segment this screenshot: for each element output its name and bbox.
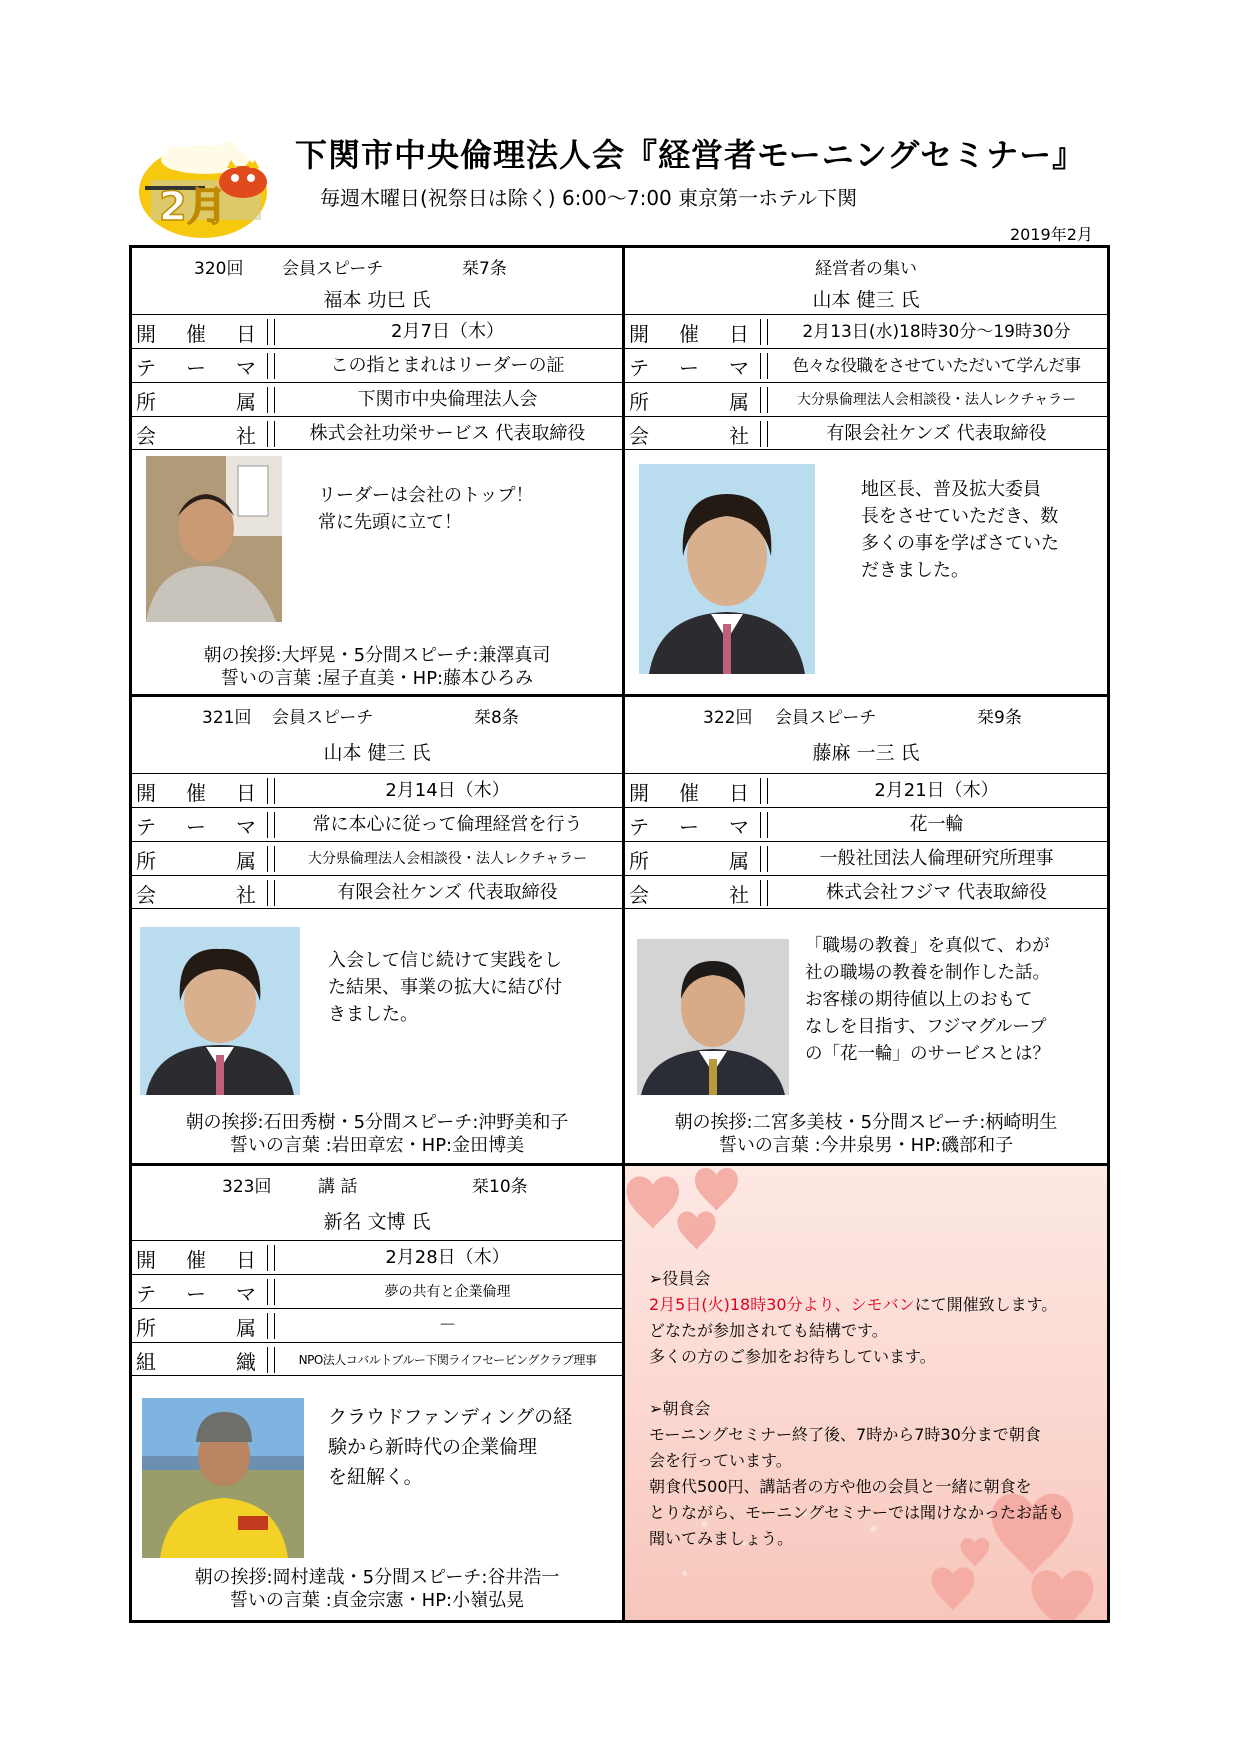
pledge-line: 誓いの言葉 :貞金宗憲・HP:小嶺弘晃 [229,1590,525,1611]
label-affiliation: 所 属 [629,848,749,873]
session-article: 栞7条 [462,259,507,279]
label-organization: 組 織 [136,1349,256,1374]
row-affiliation [132,382,622,416]
breakfast-heading: ➢朝食会 [649,1399,711,1418]
logo-month-text: 2月 [159,184,227,230]
board-heading: ➢役員会 [649,1269,711,1288]
value-date: 2月21日（木） [874,780,999,801]
session-322 [622,694,1107,1163]
value-organization: NPO法人コバルトブルー下関ライフセービングクラブ理事 [298,1353,597,1367]
label-theme: テ ー マ [136,355,256,380]
label-affiliation: 所 属 [629,389,749,414]
greeting-line: 朝の挨拶:石田秀樹・5分間スピーチ:沖野美和子 [185,1112,569,1133]
value-company: 有限会社ケンズ 代表取締役 [337,882,558,903]
schedule-grid [129,245,1110,1623]
board-date-highlight: 2月5日(火)18時30分より、シモバン [649,1295,915,1314]
session-320 [132,248,622,694]
role-assignments [132,1566,622,1612]
session-number: 322回 [703,708,753,728]
label-company: 会 社 [629,423,749,448]
session-number: 321回 [202,708,252,728]
row-company [625,875,1107,909]
session-header [132,1166,622,1198]
speaker-message: リーダーは会社のトップ！ 常に先頭に立て！ [318,485,534,533]
session-header [625,697,1107,729]
value-date: 2月7日（木） [391,321,504,342]
value-affiliation: 大分県倫理法人会相談役・法人レクチャラー [307,851,588,867]
speaker-name: 山本 健三 氏 [323,742,431,764]
info-table [132,314,622,450]
label-date: 開 催 日 [136,1247,256,1272]
row-organization [132,1342,622,1376]
session-article: 栞8条 [474,708,519,728]
value-affiliation: 一般社団法人倫理研究所理事 [819,848,1054,869]
value-theme: 夢の共有と企業倫理 [384,1284,511,1300]
label-affiliation: 所 属 [136,1315,256,1340]
label-date: 開 催 日 [629,321,749,346]
value-company: 有限会社ケンズ 代表取締役 [826,423,1047,444]
row-theme [132,1274,622,1308]
label-theme: テ ー マ [629,355,749,380]
session-number: 320回 [194,259,244,279]
session-321 [132,694,622,1163]
session-323 [132,1163,622,1620]
speaker-message: 入会して信じ続けて実践をし た結果、事業の拡大に結び付 きました。 [328,950,562,1025]
row-theme [132,807,622,841]
speaker-photo [146,456,282,622]
greeting-line: 朝の挨拶:大坪晃・5分間スピーチ:兼澤真司 [203,645,551,666]
label-date: 開 催 日 [136,321,256,346]
label-date: 開 催 日 [629,780,749,805]
speaker-message: 「職場の教養」を真似て、わが 社の職場の教養を制作した話。 お客様の期待値以上のおもて なしを目指す、フジマグループ の「花一輪」のサービスとは？ [805,936,1050,1064]
value-company: 株式会社功栄サービス 代表取締役 [309,423,586,444]
issue-date: 2019年2月 [1010,225,1093,244]
speaker-name: 新名 文博 氏 [323,1211,431,1233]
value-theme: 常に本心に従って倫理経営を行う [312,814,583,835]
session-type: 講 話 [318,1177,358,1197]
session-type: 会員スピーチ [272,708,374,728]
info-table [625,314,1107,450]
session-header [132,248,622,280]
notice-text: ➢役員会 2月5日(火)18時30分より、シモバンにて開催致します。 どなたが参加されても結構です。 多くの方のご参加をお待ちしています。 ➢朝食会 モーニングセミナー終了後、7時から7時30分まで朝食 会を行っています。 朝食代500円、講話者の方や他の会員と一緒に朝食を とりながら、モーニングセミナーでは聞けなかったお話も 聞いてみましょう。 [649,1266,1099,1552]
label-company: 会 社 [136,882,256,907]
label-theme: テ ー マ [629,814,749,839]
label-company: 会 社 [136,423,256,448]
session-header [625,248,1107,280]
row-theme [625,348,1107,382]
value-affiliation: － [438,1315,457,1336]
row-company [625,416,1107,450]
greeting-line: 朝の挨拶:二宮多美枝・5分間スピーチ:柄崎明生 [674,1112,1058,1133]
label-date: 開 催 日 [136,780,256,805]
speaker-photo [637,939,789,1095]
row-affiliation [625,382,1107,416]
label-affiliation: 所 属 [136,848,256,873]
session-type: 会員スピーチ [282,259,384,279]
row-company [132,875,622,909]
session-number: 323回 [222,1177,272,1197]
info-table [132,773,622,909]
session-article: 栞9条 [977,708,1022,728]
role-assignments [132,644,622,690]
session-article: 栞10条 [472,1177,528,1197]
session-heading: 経営者の集い [815,259,917,279]
page-title: 下関市中央倫理法人会『経営者モーニングセミナー』 [295,136,1086,174]
value-theme: この指とまれはリーダーの証 [330,355,565,376]
role-assignments [625,1111,1107,1157]
row-date [625,314,1107,348]
value-theme: 花一輪 [909,814,964,835]
value-date: 2月28日（木） [385,1247,510,1268]
row-theme [625,807,1107,841]
row-date [132,314,622,348]
board-date-rest: にて開催致します。 [914,1295,1058,1314]
label-affiliation: 所 属 [136,389,256,414]
pledge-line: 誓いの言葉 :今井泉男・HP:磯部和子 [718,1135,1014,1156]
value-company: 株式会社フジマ 代表取締役 [825,882,1047,903]
row-date [132,773,622,807]
row-affiliation [132,1308,622,1342]
role-assignments [132,1111,622,1157]
notice-panel [622,1163,1107,1620]
pledge-line: 誓いの言葉 :岩田章宏・HP:金田博美 [229,1135,525,1156]
row-date [625,773,1107,807]
row-date [132,1240,622,1274]
label-theme: テ ー マ [136,814,256,839]
speaker-photo [142,1398,304,1558]
speaker-photo [639,464,815,674]
row-affiliation [625,841,1107,875]
value-theme: 色々な役職をさせていただいて学んだ事 [792,356,1081,375]
speaker-photo [140,927,300,1095]
value-affiliation: 下関市中央倫理法人会 [357,389,538,410]
value-affiliation: 大分県倫理法人会相談役・法人レクチャラー [796,392,1077,408]
value-date: 2月14日（木） [385,780,510,801]
session-type: 会員スピーチ [775,708,877,728]
speaker-message: クラウドファンディングの経 験から新時代の企業倫理 を紐解く。 [328,1406,573,1488]
speaker-name: 福本 功巳 氏 [323,289,431,311]
row-company [132,416,622,450]
session-header [132,697,622,729]
schedule-line: 毎週木曜日(祝祭日は除く) 6:00～7:00 東京第一ホテル下関 [320,186,858,210]
pledge-line: 誓いの言葉 :屋子直美・HP:藤本ひろみ [220,668,534,689]
label-company: 会 社 [629,882,749,907]
speaker-message: 地区長、普及拡大委員 長をさせていただき、数 多くの事を学ばさていた だきました。 [861,479,1059,581]
label-theme: テ ー マ [136,1281,256,1306]
greeting-line: 朝の挨拶:岡村達哉・5分間スピーチ:谷井浩一 [194,1567,560,1588]
row-theme [132,348,622,382]
row-affiliation [132,841,622,875]
info-table [132,1240,622,1376]
speaker-name: 藤麻 一三 氏 [812,742,920,764]
session-executive-gathering [622,248,1107,694]
speaker-name: 山本 健三 氏 [812,289,920,311]
month-logo [135,132,285,240]
info-table [625,773,1107,909]
value-date: 2月13日(水)18時30分～19時30分 [802,322,1071,342]
